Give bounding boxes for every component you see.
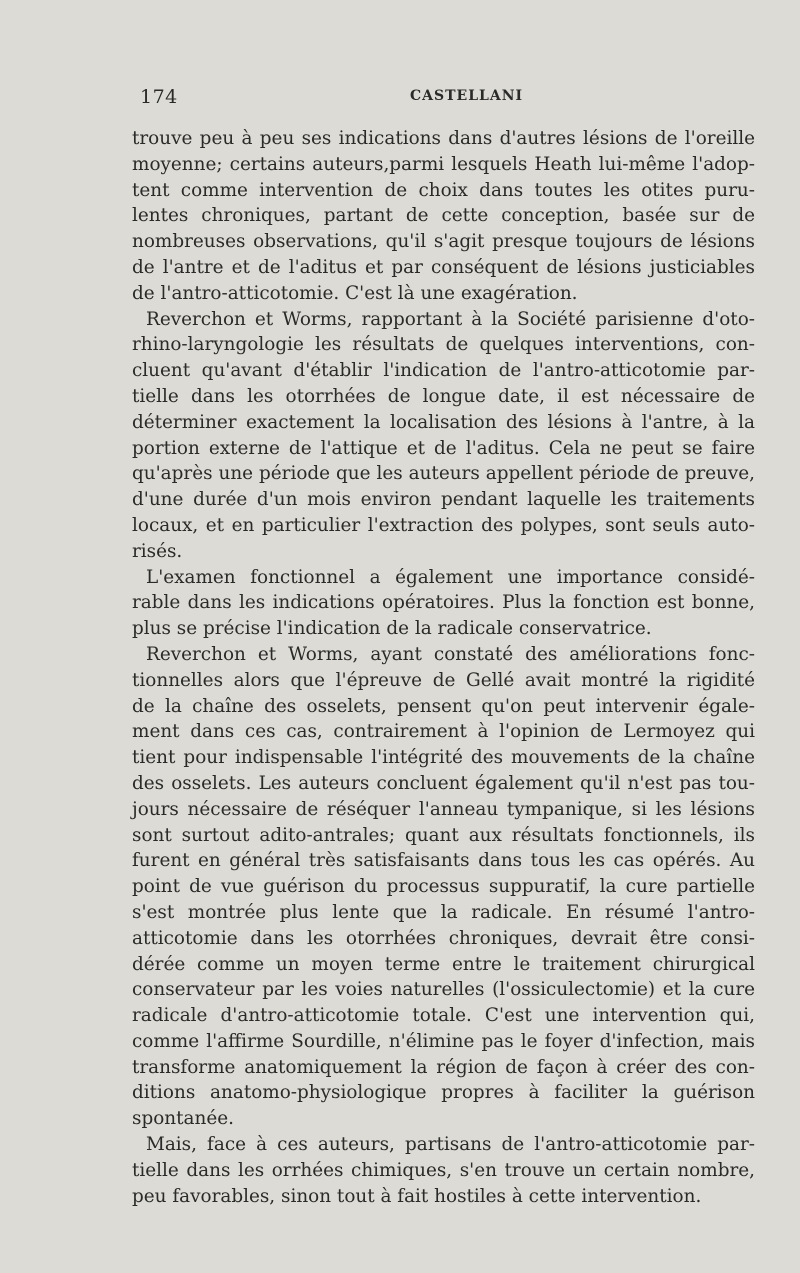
text-line: tielle dans les otorrhées de longue date, il est nécessaire de (132, 385, 755, 407)
text-line: sont surtout adito-antrales; quant aux résultats fonctionnels, ils (132, 824, 755, 846)
text-line: radicale d'antro-atticotomie totale. C'est une intervention qui, (132, 1005, 755, 1027)
text-line: déterminer exactement la localisation des lésions à l'antre, à la (132, 411, 755, 433)
text-line: de la chaîne des osselets, pensent qu'on peut intervenir égale- (132, 695, 755, 717)
text-line: furent en général très satisfaisants dans tous les cas opérés. Au (132, 850, 755, 872)
text-line: trouve peu à peu ses indications dans d'autres lésions de l'oreille (132, 128, 755, 149)
text-line: Reverchon et Worms, ayant constaté des améliorations fonc- (146, 643, 755, 665)
text-line: tent comme intervention de choix dans toutes les otites puru- (132, 179, 755, 201)
text-line: risés. (132, 540, 183, 562)
running-head: CASTELLANI (410, 88, 524, 104)
text-line: Mais, face à ces auteurs, partisans de l'antro-atticotomie par- (146, 1134, 755, 1156)
text-line: Reverchon et Worms, rapportant à la Société parisienne d'oto- (146, 308, 755, 330)
text-line: de l'antro-atticotomie. C'est là une exagération. (132, 282, 578, 304)
text-line: portion externe de l'attique et de l'aditus. Cela ne peut se faire (132, 437, 755, 459)
text-line: ditions anatomo-physiologique propres à faciliter la guérison (132, 1082, 755, 1104)
body-text (132, 126, 755, 1209)
text-line: qu'après une période que les auteurs appellent période de preuve, (132, 463, 755, 485)
text-line: ment dans ces cas, contrairement à l'opinion de Lermoyez qui (132, 721, 755, 743)
text-line: tient pour indispensable l'intégrité des mouvements de la chaîne (132, 747, 755, 769)
text-line: conservateur par les voies naturelles (l'ossiculectomie) et la cure (132, 979, 755, 1001)
text-line: moyenne; certains auteurs,parmi lesquels Heath lui-même l'adop- (132, 153, 755, 175)
text-line: peu favorables, sinon tout à fait hostiles à cette intervention. (132, 1185, 702, 1207)
text-line: jours nécessaire de réséquer l'anneau tympanique, si les lésions (132, 798, 755, 820)
text-line: comme l'affirme Sourdille, n'élimine pas le foyer d'infection, mais (132, 1030, 755, 1052)
text-line: spontanée. (132, 1108, 234, 1130)
text-line: dérée comme un moyen terme entre le traitement chirurgical (132, 953, 755, 975)
text-line: des osselets. Les auteurs concluent également qu'il n'est pas tou- (132, 772, 755, 794)
text-line: point de vue guérison du processus suppuratif, la cure partielle (132, 876, 755, 898)
text-line: L'examen fonctionnel a également une importance considé- (146, 566, 755, 588)
page-number: 174 (140, 86, 178, 108)
text-line: rhino-laryngologie les résultats de quelques interventions, con- (132, 334, 755, 356)
text-line: atticotomie dans les otorrhées chroniques, devrait être consi- (132, 927, 755, 949)
text-line: transforme anatomiquement la région de façon à créer des con- (132, 1056, 755, 1078)
text-line: cluent qu'avant d'établir l'indication de l'antro-atticotomie par- (132, 360, 755, 382)
page-header (140, 86, 756, 110)
text-line: s'est montrée plus lente que la radicale. En résumé l'antro- (132, 901, 755, 923)
text-line: d'une durée d'un mois environ pendant laquelle les traitements (132, 489, 755, 511)
text-line: tionnelles alors que l'épreuve de Gellé avait montré la rigidité (132, 669, 755, 691)
text-line: rable dans les indications opératoires. Plus la fonction est bonne, (132, 592, 755, 614)
text-line: de l'antre et de l'aditus et par conséquent de lésions justiciables (132, 256, 755, 278)
text-line: nombreuses observations, qu'il s'agit presque toujours de lésions (132, 231, 755, 253)
text-line: lentes chroniques, partant de cette conception, basée sur de (132, 205, 755, 227)
text-line: plus se précise l'indication de la radicale conservatrice. (132, 618, 652, 640)
text-line: locaux, et en particulier l'extraction des polypes, sont seuls auto- (132, 514, 755, 536)
text-line: tielle dans les orrhées chimiques, s'en trouve un certain nombre, (132, 1159, 755, 1181)
